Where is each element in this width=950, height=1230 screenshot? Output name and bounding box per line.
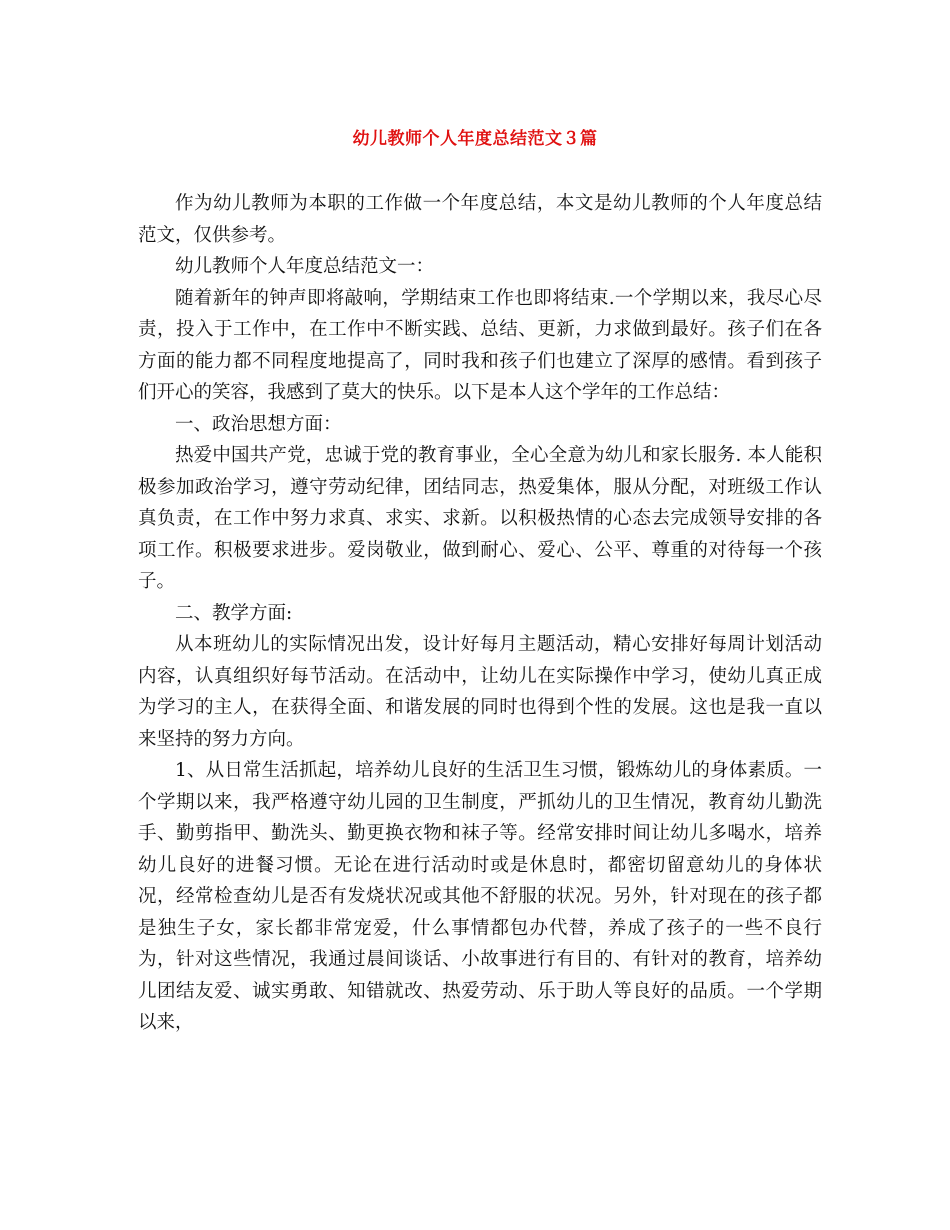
paragraph-heading-teaching: 二、教学方面: <box>175 602 293 624</box>
paragraph-opening: 随着新年的钟声即将敲响，学期结束工作也即将结束.一个学期以来，我尽心尽责，投入于工作中，在工作中不断实践、总结、更新，力求做到最好。孩子们在各方面的能力都不同程度地提高了，同时我和孩子们也建立了深厚的感情。看到孩子们开心的笑容，我感到了莫大的快乐。以下是本人这个学年的工作总结： <box>138 287 822 403</box>
document-body <box>138 188 822 1039</box>
paragraph-heading-politics: 一、政治思想方面： <box>175 413 342 435</box>
paragraph-politics: 热爱中国共产党，忠诚于党的教育事业，全心全意为幼儿和家长服务. 本人能积极参加政治学习，遵守劳动纪律，团结同志，热爱集体，服从分配，对班级工作认真负责，在工作中努力求真、求实、求新。以积极热情的心态去完成领导安排的各项工作。积极要求进步。爱岗敬业，做到耐心、爱心、公平、尊重的对待每一个孩子。 <box>138 445 822 592</box>
document-title: 幼儿教师个人年度总结范文３篇 <box>352 129 598 149</box>
paragraph-teaching: 从本班幼儿的实际情况出发，设计好每月主题活动，精心安排好每周计划活动内容，认真组织好每节活动。在活动中，让幼儿在实际操作中学习，使幼儿真正成为学习的主人，在获得全面、和谐发展的同时也得到个性的发展。这也是我一直以来坚持的努力方向。 <box>138 634 822 750</box>
paragraph-intro: 作为幼儿教师为本职的工作做一个年度总结，本文是幼儿教师的个人年度总结范文，仅供参考。 <box>138 193 822 246</box>
paragraph-daily-life: 1、从日常生活抓起，培养幼儿良好的生活卫生习惯，锻炼幼儿的身体素质。一个学期以来，我严格遵守幼儿园的卫生制度，严抓幼儿的卫生情况，教育幼儿勤洗手、勤剪指甲、勤洗头、勤更换衣物和袜子等。经常安排时间让幼儿多喝水，培养幼儿良好的进餐习惯。无论在进行活动时或是休息时，都密切留意幼儿的身体状况，经常检查幼儿是否有发烧状况或其他不舒服的状况。另外，针对现在的孩子都是独生子女，家长都非常宠爱，什么事情都包办代替，养成了孩子的一些不良行为，针对这些情况，我通过晨间谈话、小故事进行有目的、有针对的教育，培养幼儿团结友爱、诚实勇敢、知错就改、热爱劳动、乐于助人等良好的品质。一个学期以来， <box>138 760 822 1033</box>
paragraph-heading-sample-one: 幼儿教师个人年度总结范文一： <box>175 256 435 277</box>
